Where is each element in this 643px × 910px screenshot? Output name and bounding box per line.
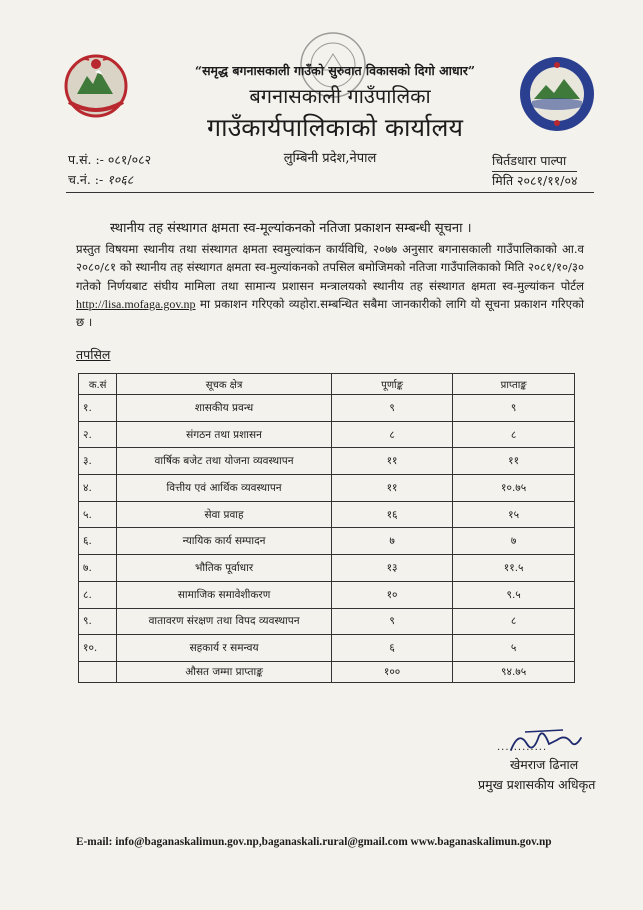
- row-obtained-marks: ११: [453, 448, 575, 475]
- row-full-marks: ६: [331, 635, 452, 662]
- portal-link[interactable]: http://lisa.mofaga.gov.np: [76, 296, 196, 311]
- row-obtained-marks: ९: [453, 395, 575, 422]
- row-serial: ८.: [79, 581, 117, 608]
- row-obtained-marks: ११.५: [453, 555, 575, 582]
- col-indicator-header: सूचक क्षेत्र: [117, 374, 332, 395]
- table-row: [79, 421, 575, 448]
- row-full-marks: ११: [331, 448, 452, 475]
- notice-body-text-1: प्रस्तुत विषयमा स्थानीय तथा संस्थागत क्षमता स्वमुल्यांकन कार्यविधि, २०७७ अनुसार बगनासकाली गाउँपालिकाको आ.व २०८०/८१ को स्थानीय तह संस्थागत क्षमता स्व-मुल्यांकनको तपसिल बमोजिमको नतिजा गाउँपालिकाको मिति २०८१/१०/३० गतेको निर्णयबाट संघीय मामिला तथा सामान्य प्रशासन मन्त्रालयको स्थानीय तह संस्थागत क्षमता स्व-मुल्यांकन पोर्टल: [76, 242, 584, 293]
- notice-title: स्थानीय तह संस्थागत क्षमता स्व-मूल्यांकनको नतिजा प्रकाशन सम्बन्धी सूचना ।: [110, 221, 472, 236]
- row-serial: ३.: [79, 448, 117, 475]
- table-row: [79, 395, 575, 422]
- row-obtained-marks: १०.७५: [453, 475, 575, 502]
- row-indicator: संगठन तथा प्रशासन: [117, 421, 332, 448]
- signatory-title: प्रमुख प्रशासकीय अधिकृत: [478, 777, 596, 792]
- addressee: चिर्तडधारा पाल्पा: [492, 152, 577, 172]
- letter-number: प.सं. :- ०८१/०८२: [68, 152, 152, 167]
- footer-contact: E-mail: info@baganaskalimun.gov.np,baganaskali.rural@gmail.com www.baganaskalimun.gov.np: [76, 836, 552, 848]
- row-indicator: न्यायिक कार्य सम्पादन: [117, 528, 332, 555]
- row-full-marks: ९: [331, 608, 452, 635]
- municipality-logo-icon: [518, 55, 596, 133]
- nepal-emblem-icon: [55, 42, 137, 124]
- row-serial: ६.: [79, 528, 117, 555]
- table-row: [79, 501, 575, 528]
- row-indicator: सामाजिक समावेशीकरण: [117, 581, 332, 608]
- row-serial: ७.: [79, 555, 117, 582]
- table-header-row: [79, 374, 575, 395]
- table-row: [79, 475, 575, 502]
- total-obtained-marks: ९४.७५: [453, 661, 575, 682]
- col-obtained-header: प्राप्ताङ्क: [453, 374, 575, 395]
- assessment-results-table: [78, 373, 575, 683]
- row-obtained-marks: ८: [453, 608, 575, 635]
- slogan: “समृद्ध बगनासकाली गाउँको सुरुवात विकासको दिगो आधार”: [194, 63, 476, 78]
- schedule-heading: तपसिल: [76, 347, 111, 362]
- row-indicator: सेवा प्रवाह: [117, 501, 332, 528]
- signature-line: ............: [497, 742, 548, 753]
- letter-date: मिति २०८१/११/०४: [492, 173, 578, 188]
- row-indicator: शासकीय प्रवन्ध: [117, 395, 332, 422]
- row-serial: १०.: [79, 635, 117, 662]
- row-serial: २.: [79, 421, 117, 448]
- row-full-marks: ८: [331, 421, 452, 448]
- reference-numbers: [68, 150, 151, 190]
- total-full-marks: १००: [331, 661, 452, 682]
- row-indicator: वार्षिक बजेट तथा योजना व्यवस्थापन: [117, 448, 332, 475]
- table-row: [79, 635, 575, 662]
- row-full-marks: ७: [331, 528, 452, 555]
- row-indicator: वातावरण संरक्षण तथा विपद व्यवस्थापन: [117, 608, 332, 635]
- table-total-row: [79, 661, 575, 682]
- col-serial-header: क.सं: [79, 374, 117, 395]
- table-row: [79, 528, 575, 555]
- table-row: [79, 448, 575, 475]
- addressee-block: [492, 152, 577, 190]
- row-obtained-marks: ५: [453, 635, 575, 662]
- row-full-marks: १३: [331, 555, 452, 582]
- dispatch-number: १०६८: [107, 172, 134, 187]
- table-row: [79, 581, 575, 608]
- col-full-marks-header: पूर्णाङ्क: [331, 374, 452, 395]
- row-serial: ५.: [79, 501, 117, 528]
- notice-body-text-2: मा प्रकाशन गरिएको व्यहोरा.सम्बन्धित सबैमा जानकारीको लागि यो सूचना प्रकाशन गरिएको छ ।: [76, 296, 584, 330]
- notice-body: [76, 240, 584, 331]
- office-name: गाउँकार्यपालिकाको कार्यालय: [207, 113, 463, 142]
- row-full-marks: १०: [331, 581, 452, 608]
- table-row: [79, 555, 575, 582]
- row-obtained-marks: ८: [453, 421, 575, 448]
- total-serial-blank: [79, 661, 117, 682]
- header-divider: [66, 192, 594, 193]
- row-obtained-marks: १५: [453, 501, 575, 528]
- row-full-marks: ९: [331, 395, 452, 422]
- municipality-name: बगनासकाली गाउँपालिका: [249, 84, 431, 108]
- row-full-marks: १६: [331, 501, 452, 528]
- dispatch-number-label: च.नं. :-: [68, 172, 104, 187]
- signatory-name: खेमराज ढिनाल: [510, 757, 579, 772]
- table-row: [79, 608, 575, 635]
- row-serial: १.: [79, 395, 117, 422]
- dispatch-number-line: [68, 170, 151, 190]
- row-indicator: वित्तीय एवं आर्थिक व्यवस्थापन: [117, 475, 332, 502]
- row-full-marks: ११: [331, 475, 452, 502]
- province-address: लुम्बिनी प्रदेश,नेपाल: [283, 151, 377, 166]
- row-indicator: भौतिक पूर्वाधार: [117, 555, 332, 582]
- row-obtained-marks: ७: [453, 528, 575, 555]
- row-obtained-marks: ९.५: [453, 581, 575, 608]
- row-serial: ४.: [79, 475, 117, 502]
- row-serial: ९.: [79, 608, 117, 635]
- total-label: औसत जम्मा प्राप्ताङ्क: [117, 661, 332, 682]
- row-indicator: सहकार्य र समन्वय: [117, 635, 332, 662]
